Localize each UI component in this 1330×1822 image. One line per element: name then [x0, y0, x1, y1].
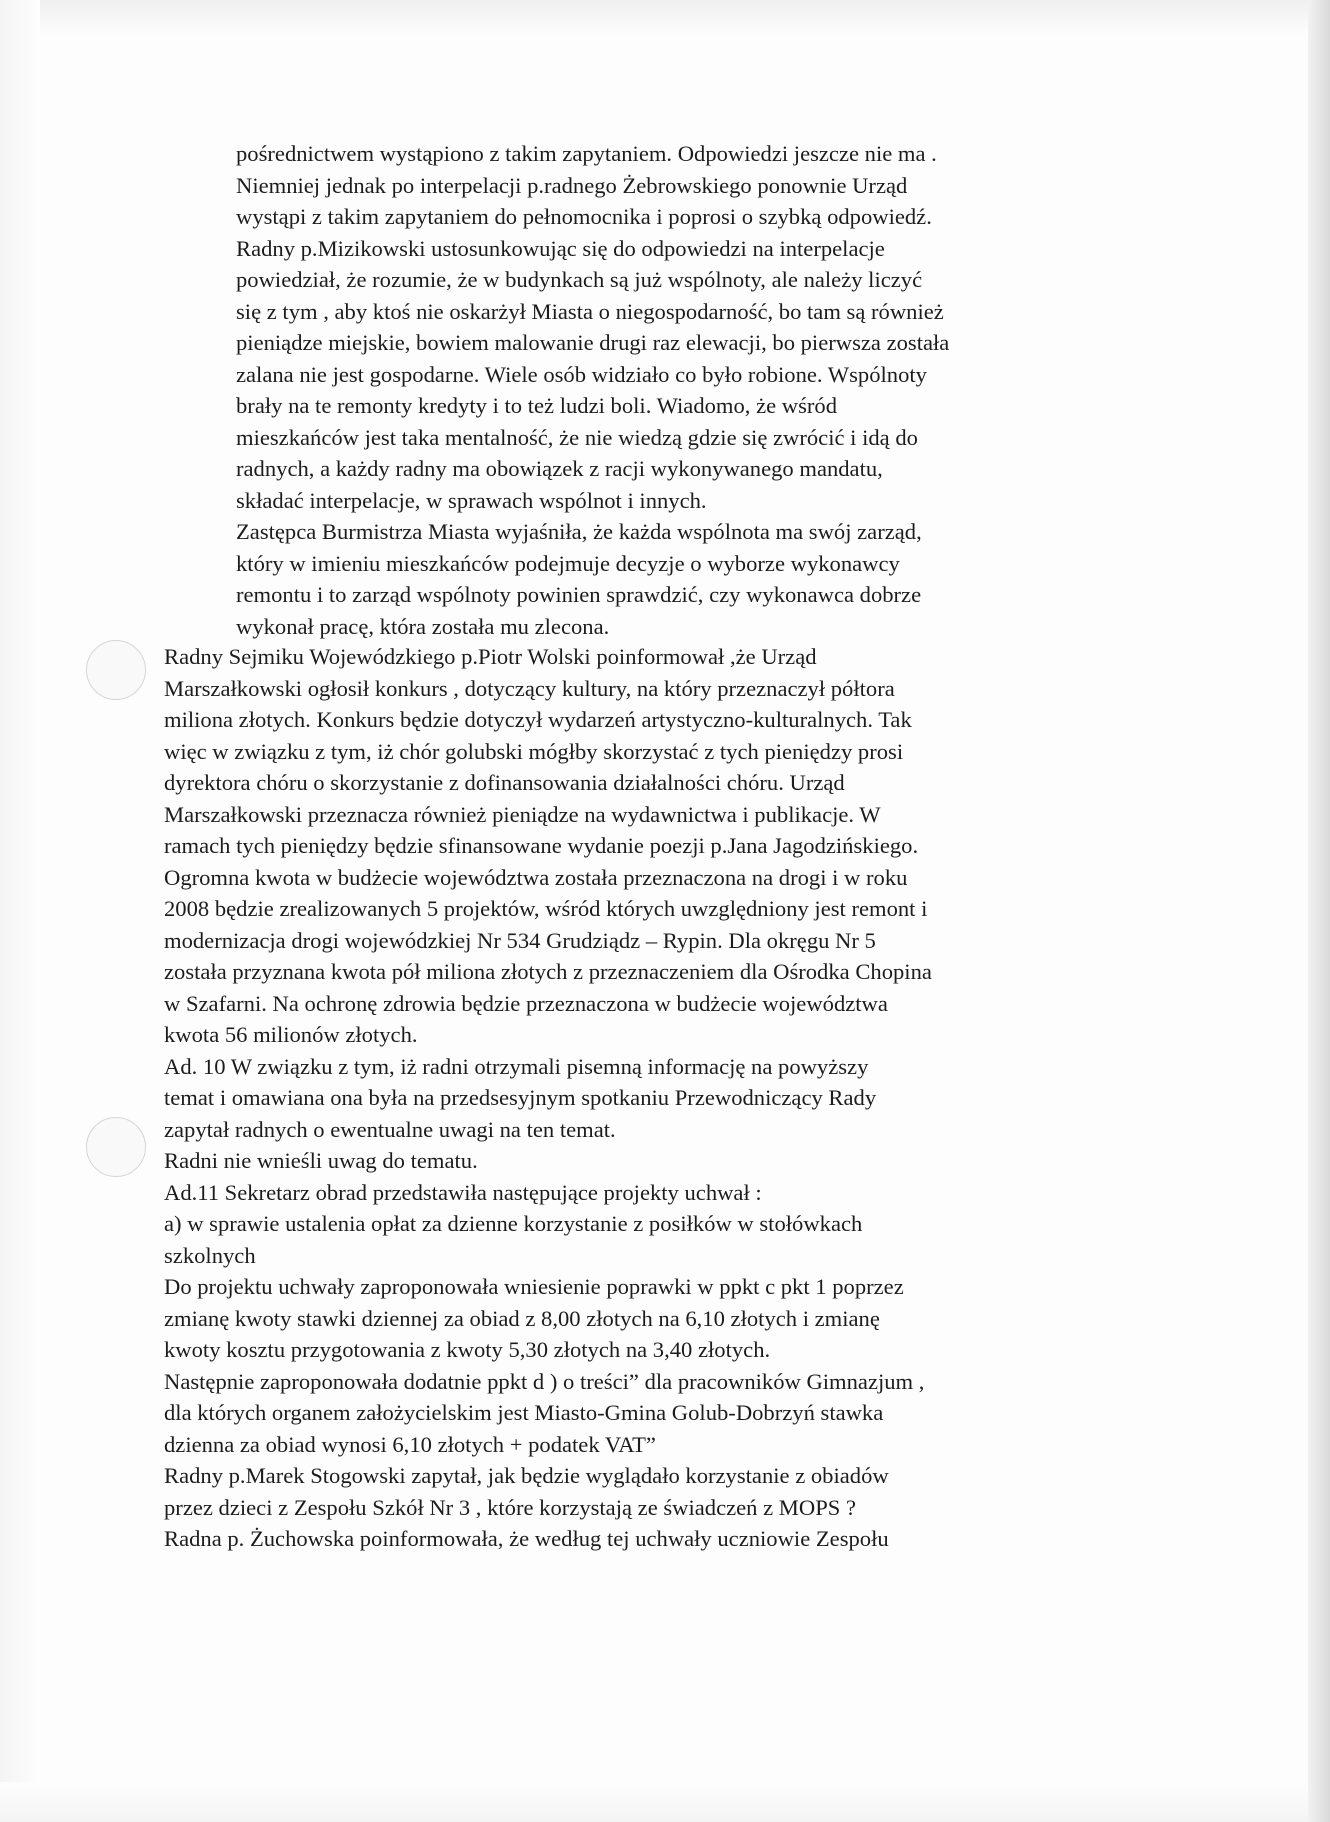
- text-line: a) w sprawie ustalenia opłat za dzienne korzystanie z posiłków w stołówkach: [164, 1211, 863, 1236]
- text-line: dla których organem założycielskim jest Miasto-Gmina Golub-Dobrzyń stawka: [164, 1400, 884, 1425]
- text-line: pieniądze miejskie, bowiem malowanie drugi raz elewacji, bo pierwsza została: [236, 330, 950, 355]
- main-paragraph: [164, 641, 932, 1555]
- text-line: Do projektu uchwały zaproponowała wniesienie poprawki w ppkt c pkt 1 poprzez: [164, 1274, 904, 1299]
- text-line: w Szafarni. Na ochronę zdrowia będzie przeznaczona w budżecie województwa: [164, 990, 888, 1016]
- text-line: Marszałkowski przeznacza również pieniądze na wydawnictwa i publikacje. W: [164, 801, 881, 827]
- text-line: Ad. 10 W związku z tym, iż radni otrzymali pisemną informację na powyższy: [164, 1053, 869, 1079]
- text-line: Marszałkowski ogłosił konkurs , dotyczący kultury, na który przeznaczył półtora: [164, 675, 895, 701]
- scan-edge-left: [0, 0, 40, 1822]
- text-line: się z tym , aby ktoś nie oskarżył Miasta o niegospodarność, bo tam są również: [236, 298, 944, 324]
- text-line: pośrednictwem wystąpiono z takim zapytaniem. Odpowiedzi jeszcze nie ma .: [236, 141, 937, 166]
- punch-hole-upper: [86, 640, 146, 700]
- text-line: zmianę kwoty stawki dziennej za obiad z 8,00 złotych na 6,10 złotych i zmianę: [164, 1305, 880, 1331]
- text-line: ramach tych pieniędzy będzie sfinansowane wydanie poezji p.Jana Jagodzińskiego.: [164, 833, 919, 858]
- text-line: wykonał pracę, która została mu zlecona.: [236, 613, 610, 639]
- text-line: Ad.11 Sekretarz obrad przedstawiła następujące projekty uchwał :: [164, 1179, 762, 1205]
- text-line: składać interpelacje, w sprawach wspólnot i innych.: [236, 487, 707, 513]
- text-line: Ogromna kwota w budżecie województwa została przeznaczona na drogi i w roku: [164, 864, 908, 890]
- scan-edge-top: [0, 0, 1330, 36]
- text-line: Niemniej jednak po interpelacji p.radnego Żebrowskiego ponownie Urząd: [236, 172, 908, 198]
- text-line: Radny p.Mizikowski ustosunkowując się do odpowiedzi na interpelacje: [236, 235, 885, 261]
- text-line: Następnie zaproponowała dodatnie ppkt d ) o treści” dla pracowników Gimnazjum ,: [164, 1368, 925, 1394]
- text-line: powiedział, że rozumie, że w budynkach są już wspólnoty, ale należy liczyć: [236, 267, 923, 292]
- text-line: kwoty kosztu przygotowania z kwoty 5,30 złotych na 3,40 złotych.: [164, 1337, 771, 1362]
- text-line: wystąpi z takim zapytaniem do pełnomocnika i poprosi o szybką odpowiedź.: [236, 204, 932, 229]
- text-line: szkolnych: [164, 1242, 256, 1268]
- text-line: dzienna za obiad wynosi 6,10 złotych + podatek VAT”: [164, 1431, 656, 1457]
- text-line: remontu i to zarząd wspólnoty powinien sprawdzić, czy wykonawca dobrze: [236, 582, 922, 607]
- text-line: miliona złotych. Konkurs będzie dotyczył wydarzeń artystyczno-kulturalnych. Tak: [164, 707, 912, 732]
- indented-paragraph: [236, 138, 949, 642]
- text-line: przez dzieci z Zespołu Szkół Nr 3 , które korzystają ze świadczeń z MOPS ?: [164, 1494, 856, 1520]
- text-line: 2008 będzie zrealizowanych 5 projektów, wśród których uwzględniony jest remont i: [164, 896, 928, 921]
- text-line: Radna p. Żuchowska poinformowała, że według tej uchwały uczniowie Zespołu: [164, 1526, 889, 1551]
- scan-edge-bottom: [0, 1782, 1330, 1822]
- text-line: Radni nie wnieśli uwag do tematu.: [164, 1148, 478, 1173]
- text-line: Zastępca Burmistrza Miasta wyjaśniła, że każda wspólnota ma swój zarząd,: [236, 519, 922, 544]
- text-line: który w imieniu mieszkańców podejmuje decyzje o wyborze wykonawcy: [236, 550, 900, 576]
- text-line: zapytał radnych o ewentualne uwagi na ten temat.: [164, 1116, 616, 1142]
- text-line: Radny Sejmiku Wojewódzkiego p.Piotr Wolski poinformował ,że Urząd: [164, 644, 817, 669]
- text-line: Radny p.Marek Stogowski zapytał, jak będzie wyglądało korzystanie z obiadów: [164, 1463, 889, 1488]
- text-line: została przyznana kwota pół miliona złotych z przeznaczeniem dla Ośrodka Chopina: [164, 959, 932, 984]
- text-line: brały na te remonty kredyty i to też ludzi boli. Wiadomo, że wśród: [236, 393, 838, 418]
- text-line: radnych, a każdy radny ma obowiązek z racji wykonywanego mandatu,: [236, 456, 883, 481]
- punch-hole-lower: [86, 1117, 146, 1177]
- text-line: mieszkańców jest taka mentalność, że nie wiedzą gdzie się zwrócić i idą do: [236, 424, 918, 450]
- text-line: zalana nie jest gospodarne. Wiele osób widziało co było robione. Wspólnoty: [236, 361, 927, 387]
- text-line: dyrektora chóru o skorzystanie z dofinansowania działalności chóru. Urząd: [164, 770, 845, 795]
- text-line: więc w związku z tym, iż chór golubski mógłby skorzystać z tych pieniędzy prosi: [164, 738, 904, 764]
- text-line: temat i omawiana ona była na przedsesyjnym spotkaniu Przewodniczący Rady: [164, 1085, 877, 1110]
- scan-edge-right: [1308, 0, 1330, 1822]
- text-line: kwota 56 milionów złotych.: [164, 1022, 418, 1047]
- text-line: modernizacja drogi wojewódzkiej Nr 534 Grudziądz – Rypin. Dla okręgu Nr 5: [164, 927, 876, 953]
